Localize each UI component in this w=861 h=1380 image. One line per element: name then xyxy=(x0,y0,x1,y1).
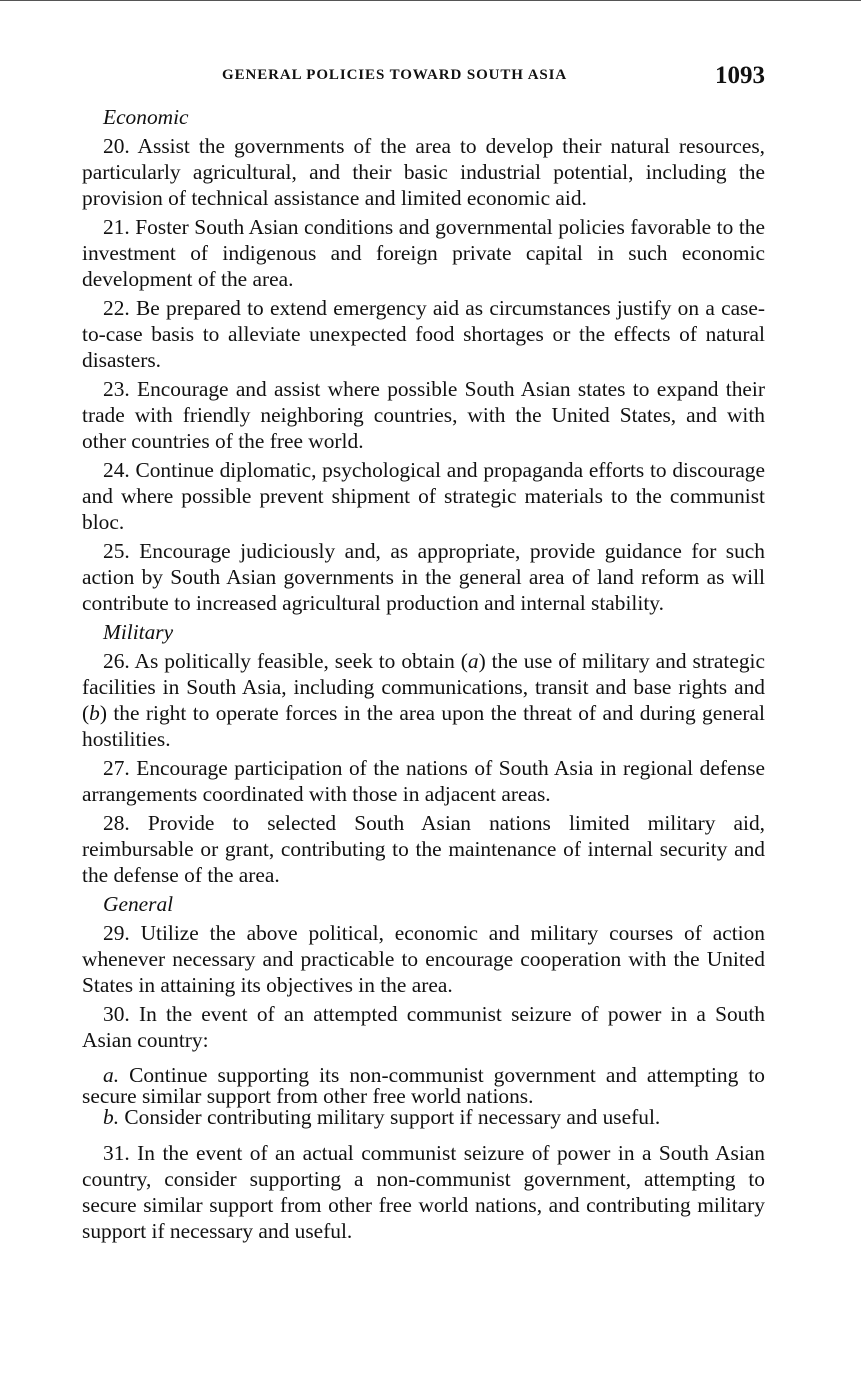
sub-item-b-text: Consider contributing military support if necessary and useful. xyxy=(119,1105,661,1129)
sub-item-b xyxy=(82,1107,765,1128)
top-border-line xyxy=(0,0,861,1)
running-header xyxy=(82,62,765,92)
paragraph-25: 25. Encourage judiciously and, as appropriate, provide guidance for such action by South Asian governments in the general area of land reform as will contribute to increased agricultural production and internal stability. xyxy=(82,539,765,615)
page-number: 1093 xyxy=(715,62,765,89)
paragraph-23: 23. Encourage and assist where possible South Asian states to expand their trade with friendly neighboring countries, with the United States, and with other countries of the free world. xyxy=(82,377,765,453)
paragraph-26-text-3: ) the right to operate forces in the area upon the threat of and during general hostilities. xyxy=(82,701,765,751)
paragraph-30-sub-list xyxy=(82,1065,765,1128)
paragraph-26-letter-a: a xyxy=(467,649,479,673)
sub-item-a-text: Continue supporting its non-communist government and attempting to secure similar support from other free world nations. xyxy=(82,1063,765,1108)
sub-item-b-letter: b. xyxy=(103,1105,120,1129)
paragraph-26 xyxy=(82,648,765,752)
paragraph-26-text-1: 26. As politically feasible, seek to obtain ( xyxy=(103,649,468,673)
paragraph-26-letter-b: b xyxy=(89,701,100,725)
running-title: GENERAL POLICIES TOWARD SOUTH ASIA xyxy=(222,67,568,83)
paragraph-27: 27. Encourage participation of the nations of South Asia in regional defense arrangements coordinated with those in adjacent areas. xyxy=(82,756,765,806)
paragraph-26-text-2: ) the use of military and strategic facilities in South Asia, including communications, transit and base rights and ( xyxy=(82,649,765,725)
paragraph-31: 31. In the event of an actual communist seizure of power in a South Asian country, consider supporting a non-communist government, attempting to secure similar support from other free world nations, and contributing military support if necessary and useful. xyxy=(82,1141,765,1243)
paragraph-29: 29. Utilize the above political, economic and military courses of action whenever necessary and practicable to encourage cooperation with the United States in attaining its objectives in the area. xyxy=(82,921,765,997)
paragraph-20: 20. Assist the governments of the area to develop their natural resources, particularly agricultural, and their basic industrial potential, including the provision of technical assistance and limited economic aid. xyxy=(82,134,765,210)
sub-item-a xyxy=(82,1065,765,1107)
paragraph-30: 30. In the event of an attempted communist seizure of power in a South Asian country: xyxy=(82,1002,765,1052)
section-heading-military: Military xyxy=(103,620,174,644)
paragraph-24: 24. Continue diplomatic, psychological and propaganda efforts to discourage and where possible prevent shipment of strategic materials to the communist bloc. xyxy=(82,458,765,534)
document-body xyxy=(82,104,765,1247)
section-heading-general: General xyxy=(103,892,174,916)
section-heading-economic: Economic xyxy=(103,105,189,129)
paragraph-21: 21. Foster South Asian conditions and governmental policies favorable to the investment of indigenous and foreign private capital in such economic development of the area. xyxy=(82,215,765,291)
paragraph-22: 22. Be prepared to extend emergency aid as circumstances justify on a case-to-case basis to alleviate unexpected food shortages or the effects of natural disasters. xyxy=(82,296,765,372)
sub-item-a-letter: a. xyxy=(103,1063,120,1087)
paragraph-28: 28. Provide to selected South Asian nations limited military aid, reimbursable or grant, contributing to the maintenance of internal security and the defense of the area. xyxy=(82,811,765,887)
